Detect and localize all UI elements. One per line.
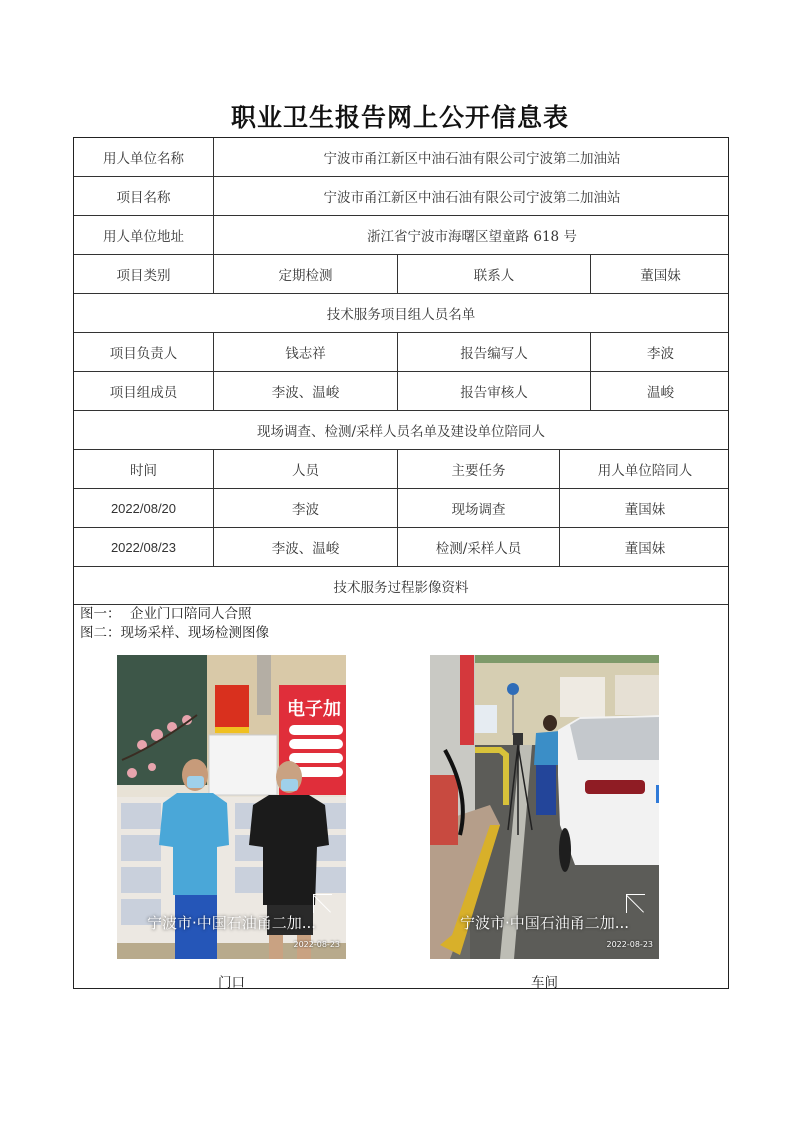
employer-address-value: 浙江省宁波市海曙区望童路 618 号 — [367, 229, 577, 245]
caption-fig1-text: 企业门口陪同人合照 — [130, 606, 252, 622]
schedule-date: 2022/08/23 — [74, 528, 214, 566]
figure-captions — [80, 605, 269, 643]
header-staff: 人员 — [214, 450, 398, 488]
row-employer-address — [74, 216, 728, 255]
row-media-section — [74, 567, 728, 605]
row-field-section — [74, 411, 728, 450]
row-project-type — [74, 255, 728, 294]
header-time: 时间 — [74, 450, 214, 488]
team-section-heading: 技术服务项目组人员名单 — [326, 307, 476, 323]
project-type-label: 项目类别 — [74, 255, 214, 293]
employer-name-label: 用人单位名称 — [74, 138, 214, 176]
contact-value: 董国妹 — [640, 268, 681, 284]
schedule-staff: 李波 — [214, 489, 398, 527]
row-project-name — [74, 177, 728, 216]
photo-entrance — [117, 655, 346, 959]
report-writer-label: 报告编写人 — [398, 333, 591, 371]
caption-fig2-text: 现场采样、现场检测图像 — [120, 625, 269, 641]
schedule-task: 检测/采样人员 — [398, 528, 560, 566]
team-members-value: 李波、温峻 — [214, 372, 398, 410]
expand-corner-icon — [626, 894, 645, 913]
employer-address-label: 用人单位地址 — [74, 216, 214, 254]
schedule-row — [74, 528, 728, 567]
header-task: 主要任务 — [398, 450, 560, 488]
schedule-date: 2022/08/20 — [74, 489, 214, 527]
team-members-label: 项目组成员 — [74, 372, 214, 410]
field-section-heading: 现场调查、检测/采样人员名单及建设单位陪同人 — [256, 424, 546, 440]
contact-label: 联系人 — [398, 255, 591, 293]
caption-fig1 — [80, 605, 269, 624]
info-table — [73, 137, 729, 989]
caption-fig2-prefix: 图二： — [80, 625, 121, 641]
svg-text:电子加: 电子加 — [287, 699, 341, 720]
schedule-header-row — [74, 450, 728, 489]
row-project-lead — [74, 333, 728, 372]
photo-date: 2022-08-23 — [606, 940, 653, 949]
caption-fig2 — [80, 624, 269, 643]
schedule-escort: 董国妹 — [624, 502, 666, 518]
report-writer-value: 李波 — [647, 346, 674, 362]
expand-corner-icon — [313, 894, 332, 913]
photo-label-workshop: 车间 — [531, 975, 558, 991]
report-reviewer-value: 温峻 — [647, 385, 674, 401]
project-lead-value: 钱志祥 — [214, 333, 398, 371]
media-section-heading: 技术服务过程影像资料 — [333, 579, 469, 596]
schedule-staff: 李波、温峻 — [214, 528, 398, 566]
project-lead-label: 项目负责人 — [74, 333, 214, 371]
schedule-task: 现场调查 — [398, 489, 560, 527]
caption-fig1-prefix: 图一： — [80, 606, 121, 622]
photo-date: 2022-08-23 — [293, 940, 340, 949]
project-name-value: 宁波市甬江新区中油石油有限公司宁波第二加油站 — [323, 190, 621, 206]
schedule-row — [74, 489, 728, 528]
project-type-value: 定期检测 — [214, 255, 398, 293]
photo-label-entrance: 门口 — [218, 975, 245, 991]
photo-overlay-text: 宁波市·中国石油甬二加... — [146, 914, 317, 932]
row-team-members — [74, 372, 728, 411]
report-reviewer-label: 报告审核人 — [398, 372, 591, 410]
employer-name-value: 宁波市甬江新区中油石油有限公司宁波第二加油站 — [323, 151, 621, 167]
header-escort: 用人单位陪同人 — [597, 463, 693, 479]
row-employer-name — [74, 138, 728, 177]
project-name-label: 项目名称 — [74, 177, 214, 215]
schedule-escort: 董国妹 — [624, 541, 666, 557]
photo-workshop — [430, 655, 659, 959]
row-team-section — [74, 294, 728, 333]
page-title: 职业卫生报告网上公开信息表 — [230, 103, 569, 132]
photo-overlay-text: 宁波市·中国石油甬二加... — [459, 914, 630, 932]
